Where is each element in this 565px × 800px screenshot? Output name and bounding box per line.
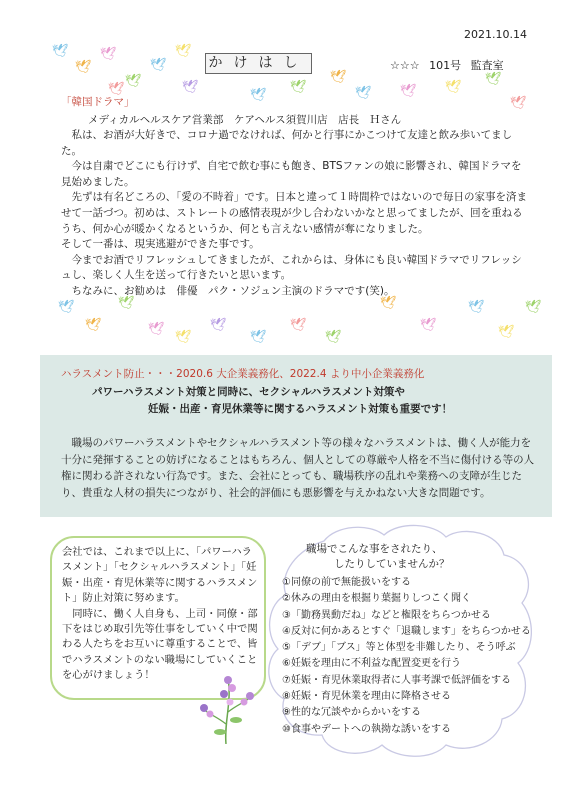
harassment-heading: ハラスメント防止・・・2020.6 大企業義務化、2022.4 より中小企業義務化 [61,368,425,380]
drama-paragraph: 私は、お酒が大好きで、コロナ過でなければ、何かと行事にかこつけて友達と飲み歩いてました。 [61,129,513,157]
checklist-item: ⑧妊娠・育児休業を理由に降格させる [282,691,451,703]
issue-info [390,57,504,73]
issue-date: 2021.10.14 [464,28,527,41]
policy-paragraph: 会社では、これまで以上に、「パワーハラスメント」「セクシャルハラスメント」「妊娠・出産・育児休業等に関するハラスメント」防止対策に努めます。 [62,546,258,605]
checklist-item: ⑦妊娠・育児休業取得者に人事考課で低評価をする [282,674,511,686]
drama-article [61,128,531,300]
checklist [282,575,532,738]
checklist-title-line: したりしていませんか？ [334,558,450,570]
flower-illustration [198,672,258,744]
drama-paragraph: 先ずは有名どころの、「愛の不時着」です。日本と違って１時間枠ではないので毎日の家事を済ませて一話づつ。初めは、ストレートの感情表現が少し合わないかなと思ってましたが、回を重ねるうち、何か心が暖かくなるというか、何とも言えない感情が奪になりました。 [61,191,527,235]
checklist-item: ⑨性的な冗談やからかいをする [282,707,421,719]
drama-paragraph: ちなみに、お勧めは 俳優 パク・ソジュン主演のドラマです(笑)。 [71,284,395,297]
drama-paragraph: 今までお酒でリフレッシュしてきましたが、これからは、身体にも良い韓国ドラマでリフレッシュし、楽しく人生を送って行きたいと思います。 [61,253,522,282]
issue-number: 101号 [429,59,462,72]
checklist-item: ④反対に何かあるとすぐ「退職します」をちらつかせる [282,625,531,637]
harassment-subheading: 妊娠・出産・育児休業等に関するハラスメント対策も重要です！ [148,403,453,415]
drama-author: メディカルヘルスケア営業部 ケアヘルス須賀川店 店長 Ｈさん [88,114,402,126]
checklist-item: ⑩食事やデートへの執拗な誘いをする [282,723,451,735]
policy-paragraph: 同時に、働く人自身も、上司・同僚・部下をはじめ取引先等仕事をしていく中で関わる人たちをお互いに尊重することで、皆でハラスメントのない職場にしていくことを心がけましょう！ [62,607,258,682]
company-policy-text [62,545,258,684]
checklist-title-line: 職場でこんな事をされたり、 [306,543,443,555]
department: 監査室 [470,59,504,72]
checklist-item: ⑥妊娠を理由に不利益な配置変更を行う [282,658,461,670]
harassment-body [61,435,536,501]
newsletter-title: かけはし [205,53,312,74]
drama-paragraph: 今は自粛でどこにも行けず、自宅で飲む事にも飽き、BTSファンの娘に影響され、韓国ドラマを見始めました。 [61,160,522,188]
drama-heading: 「韓国ドラマ」 [61,96,135,108]
checklist-item: ⑤「デブ」「ブス」等と体型を非難したり、そう呼ぶ [282,642,516,654]
drama-paragraph: そして一番は、現実逃避ができた事です。 [61,238,260,251]
harassment-paragraph: 職場のパワーハラスメントやセクシャルハラスメント等の様々なハラスメントは、働く人が能力を十分に発揮することの妨げになることはもちろん、個人としての尊厳や人格を不当に傷付ける等の人権に関わる許されない行為です。また、会社にとっても、職場秩序の乱れや業務への支障が生じたり、貴重な人材の損失につながり、社会的評価にも悪影響を与えかねない大きな問題です。 [61,437,535,499]
checklist-title [300,542,510,572]
stars: ☆☆☆ [390,59,420,72]
checklist-item: ①同僚の前で無能扱いをする [282,577,411,588]
checklist-item: ③「勤務異動だね」などと権限をちらつかせる [282,609,491,621]
harassment-subheading: パワーハラスメント対策と同時に、セクシャルハラスメント対策や [92,386,405,398]
checklist-item: ②休みの理由を根掘り葉掘りしつこく聞く [282,593,471,605]
